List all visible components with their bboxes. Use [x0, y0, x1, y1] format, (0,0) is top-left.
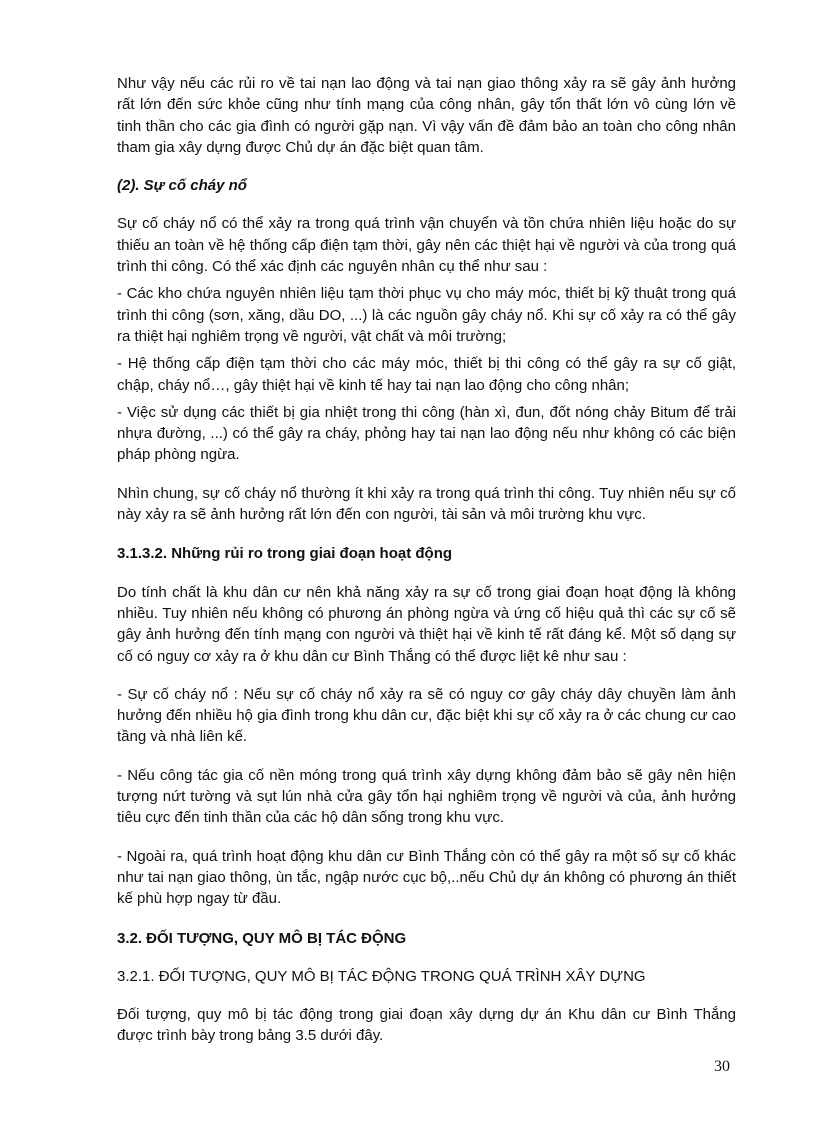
list-item-fuel-storage: - Các kho chứa nguyên nhiên liệu tạm thời phục vụ cho máy móc, thiết bị kỹ thuật trong quá trình thi công (sơn, xăng, dầu DO, ...) là các nguồn gây cháy nổ. Khi sự cố xảy ra có thể gây ra thiệt hại nghiêm trọng về người, vật chất và môi trường; — [117, 285, 736, 345]
page-number: 30 — [714, 1058, 730, 1075]
heading-fire-explosion: (2). Sự cố cháy nổ — [117, 177, 247, 195]
list-item-temporary-power: - Hệ thống cấp điện tạm thời cho các máy móc, thiết bị thi công có thể gây ra sự cố giật, chập, cháy nổ…, gây thiệt hại về kinh tế hay tai nạn lao động cho công nhân; — [117, 355, 736, 394]
paragraph-operation-risks-intro: Do tính chất là khu dân cư nên khả năng xảy ra sự cố trong giai đoạn hoạt động là không nhiều. Tuy nhiên nếu không có phương án phòng ngừa và ứng cố hiệu quả thì các sự cố sẽ gây ảnh hưởng đến tính mạng con người và thiệt hại về kinh tế rất đáng kể. Một số dạng sự cố có nguy cơ xảy ra ở khu dân cư Bình Thắng có thể được liệt kê như sau : — [117, 583, 736, 665]
list-item-heating-equipment: - Việc sử dụng các thiết bị gia nhiệt trong thi công (hàn xì, đun, đốt nóng chảy Bitum để trải nhựa đường, ...) có thể gây ra cháy, phỏng hay tai nạn lao động nếu như không có các biện pháp phòng ngừa. — [117, 403, 736, 464]
paragraph-fire-causes-intro: Sự cố cháy nổ có thể xảy ra trong quá trình vận chuyển và tồn chứa nhiên liệu hoặc do sự thiếu an toàn về hệ thống cấp điện tạm thời, gây nên các thiệt hại về người và của trong quá trình thi công. Có thể xác định các nguyên nhân cụ thể như sau : — [117, 215, 736, 276]
page-content — [117, 73, 736, 1047]
list-item-foundation: - Nếu công tác gia cố nền móng trong quá trình xây dựng không đảm bảo sẽ gây nên hiện tượng nứt tường và sụt lún nhà cửa gây tổn hại nghiêm trọng về người và của, ảnh hưởng tiêu cực đến tinh thần của các hộ dân sống trong khu vực. — [117, 766, 736, 827]
paragraph-fire-summary: Nhìn chung, sự cố cháy nổ thường ít khi xảy ra trong quá trình thi công. Tuy nhiên nếu sự cố này xảy ra sẽ ảnh hưởng rất lớn đến con người, tài sản và môi trường khu vực. — [117, 484, 736, 524]
paragraph-accident-impact: Như vậy nếu các rủi ro về tai nạn lao động và tai nạn giao thông xảy ra sẽ gây ảnh hưởng rất lớn đến sức khỏe cũng như tính mạng của công nhân, gây tổn thất lớn vô cùng lớn về tinh thần cho các gia đình có người gặp nạn. Vì vậy vấn đề đảm bảo an toàn cho công nhân tham gia xây dựng được Chủ dự án đặc biệt quan tâm. — [117, 75, 736, 156]
list-item-fire-chain: - Sự cố cháy nổ : Nếu sự cố cháy nổ xảy ra sẽ có nguy cơ gây cháy dây chuyền làm ảnh hưởng đến nhiều hộ gia đình trong khu dân cư, đặc biệt khi sự cố xảy ra ở các chung cư cao tầng và nhà liên kế. — [117, 685, 736, 746]
paragraph-table-reference: Đối tượng, quy mô bị tác động trong giai đoạn xây dựng dự án Khu dân cư Bình Thắng được trình bày trong bảng 3.5 dưới đây. — [117, 1006, 736, 1045]
heading-affected-objects: 3.2. ĐỐI TƯỢNG, QUY MÔ BỊ TÁC ĐỘNG — [117, 929, 407, 947]
heading-operation-risks: 3.1.3.2. Những rủi ro trong giai đoạn hoạt động — [117, 545, 453, 563]
heading-affected-objects-construction: 3.2.1. ĐỐI TƯỢNG, QUY MÔ BỊ TÁC ĐỘNG TRONG QUÁ TRÌNH XÂY DỰNG — [117, 967, 646, 985]
list-item-other-incidents: - Ngoài ra, quá trình hoạt động khu dân cư Bình Thắng còn có thể gây ra một số sự cố khác như tai nạn giao thông, ùn tắc, ngập nước cục bộ,..nếu Chủ dự án không có phương án thiết kế phù hợp ngay từ đầu. — [117, 847, 736, 908]
